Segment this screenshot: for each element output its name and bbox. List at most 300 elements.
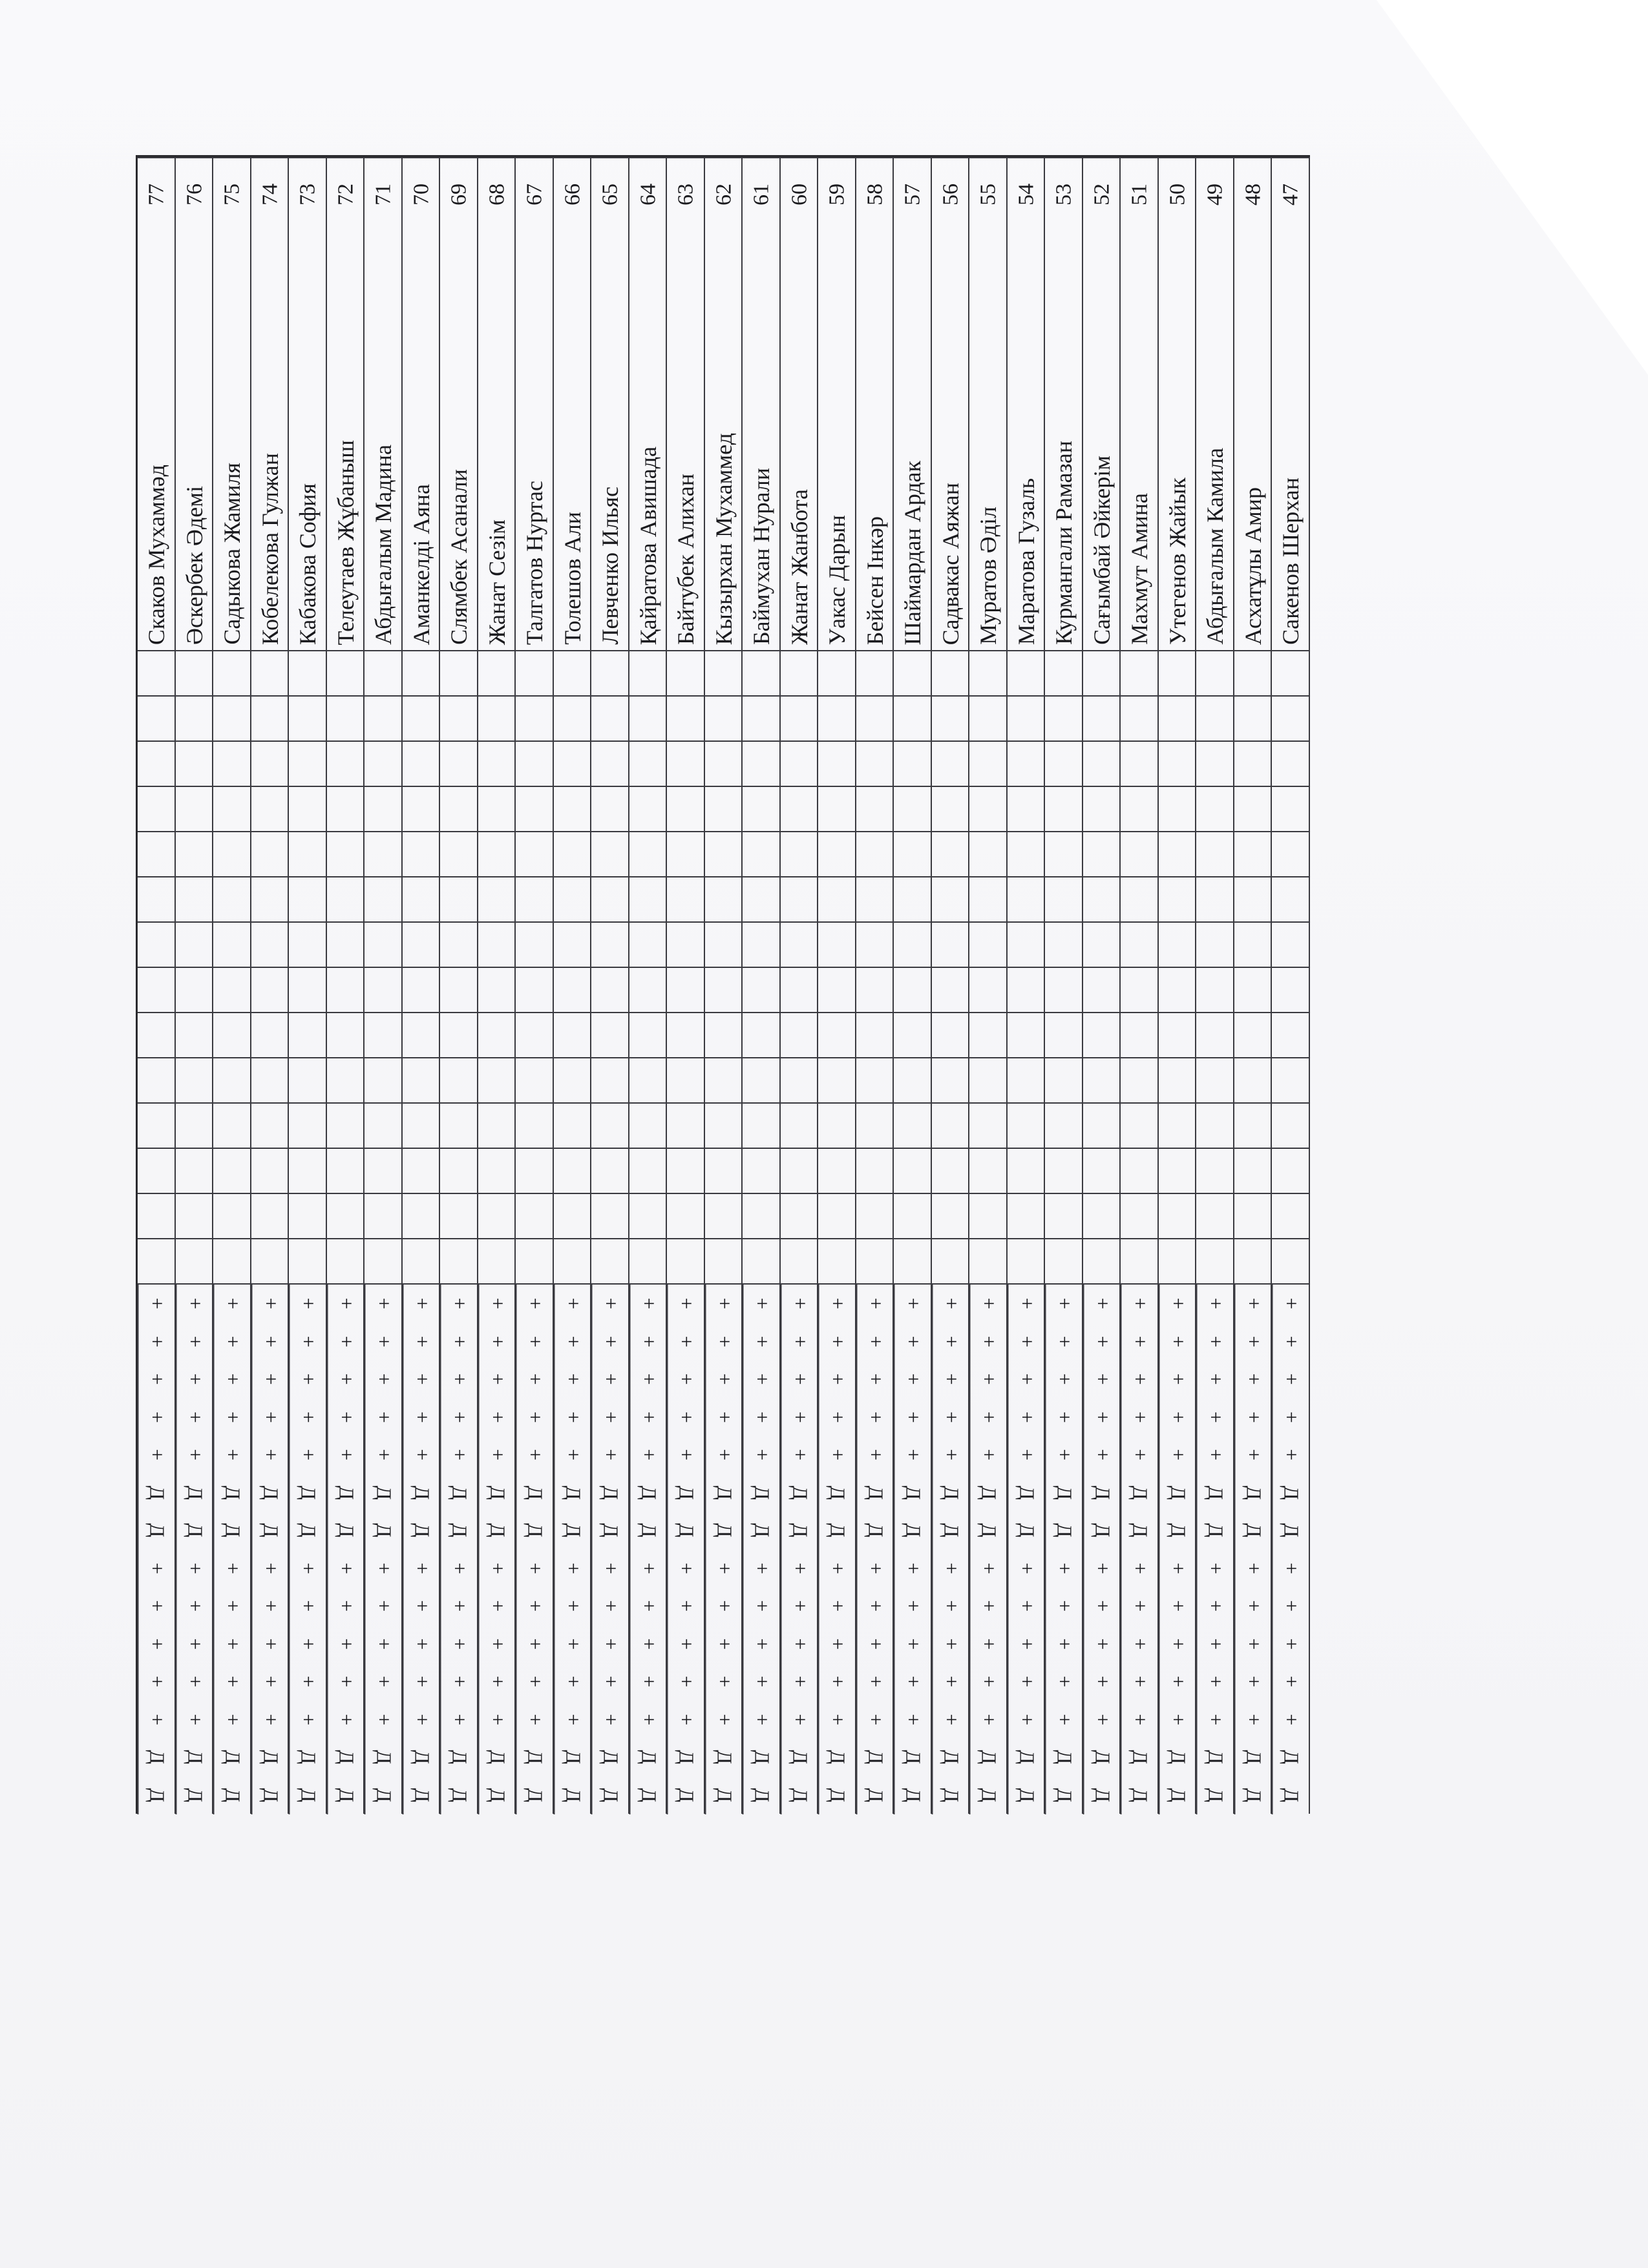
empty-cell [781,968,819,1013]
mark-cell: + [1196,1625,1234,1663]
empty-cell [781,1104,819,1149]
empty-cell [969,651,1008,697]
mark-cell: Д [213,1474,251,1512]
mark-cell: + [969,1701,1008,1739]
mark-cell: + [1159,1587,1197,1625]
name-cell [364,231,403,651]
mark-cell: + [364,1436,403,1474]
empty-cell [1121,1058,1159,1104]
mark-cell: + [1121,1398,1159,1436]
mark-cell: Д [327,1474,365,1512]
empty-cell [629,1058,668,1104]
empty-cell [213,1058,251,1104]
name-cell [629,231,668,651]
name-cell [251,231,290,651]
mark-cell: + [818,1360,856,1398]
mark-cell: Д [364,1474,403,1512]
mark-cell: + [1083,1663,1121,1701]
mark-cell: + [289,1398,327,1436]
empty-cell [629,1104,668,1149]
empty-cell [327,877,365,923]
mark-cell: + [1234,1436,1273,1474]
torn-corner [1377,0,1648,375]
mark-cell: + [591,1436,629,1474]
mark-cell: Д [591,1474,629,1512]
student-name: Жанат Жанбота [786,489,812,645]
empty-cell [516,832,554,877]
empty-cell [1008,1104,1046,1149]
mark-cell: + [138,1701,176,1739]
mark-cell: + [629,1549,668,1588]
empty-cell [403,877,441,923]
empty-cell [1008,832,1046,877]
empty-cell [1159,697,1197,742]
empty-cell [591,1239,629,1285]
empty-cell [440,923,478,968]
mark-cell: + [1272,1285,1310,1323]
empty-cell [629,923,668,968]
empty-cell [667,787,705,832]
mark-cell: + [894,1701,932,1739]
mark-cell: + [781,1285,819,1323]
empty-cell [440,1149,478,1194]
mark-cell: + [969,1436,1008,1474]
empty-cell [969,1013,1008,1058]
empty-cell [591,1058,629,1104]
empty-cell [138,832,176,877]
mark-cell: + [213,1398,251,1436]
mark-cell: + [1008,1360,1046,1398]
mark-cell: + [289,1701,327,1739]
empty-cell [176,1013,214,1058]
empty-cell [1159,1239,1197,1285]
empty-cell [591,651,629,697]
empty-cell [743,832,781,877]
empty-cell [516,651,554,697]
empty-cell [894,1104,932,1149]
name-cell [743,231,781,651]
empty-cell [969,877,1008,923]
mark-cell: Д [176,1511,214,1549]
name-cell [932,231,970,651]
mark-cell: Д [856,1738,894,1776]
name-cell [440,231,478,651]
mark-cell: + [213,1663,251,1701]
mark-cell: + [440,1549,478,1588]
student-name: Баймухан Нурали [748,468,775,645]
mark-cell: Д [327,1511,365,1549]
mark-cell: Д [251,1738,290,1776]
empty-cell [629,968,668,1013]
mark-cell: Д [818,1738,856,1776]
row-number: 77 [138,157,176,231]
mark-cell: + [591,1398,629,1436]
mark-cell: + [591,1663,629,1701]
mark-cell: + [629,1701,668,1739]
mark-cell: + [856,1398,894,1436]
mark-cell: + [1196,1285,1234,1323]
empty-cell [213,787,251,832]
mark-cell: Д [403,1738,441,1776]
empty-cell [440,832,478,877]
empty-cell [818,1239,856,1285]
empty-cell [289,1194,327,1239]
mark-cell: + [213,1360,251,1398]
mark-cell: Д [1272,1474,1310,1512]
mark-cell: + [894,1323,932,1361]
mark-cell: + [554,1398,592,1436]
mark-cell: + [478,1436,516,1474]
empty-cell [176,1239,214,1285]
empty-cell [743,1013,781,1058]
mark-cell: Д [1196,1474,1234,1512]
empty-cell [176,697,214,742]
empty-cell [1083,787,1121,832]
mark-cell: + [1272,1398,1310,1436]
row-number: 71 [364,157,403,231]
empty-cell [554,1104,592,1149]
empty-cell [667,1149,705,1194]
empty-cell [1083,832,1121,877]
student-name: Сакенов Шерхан [1278,478,1304,645]
mark-cell: + [667,1436,705,1474]
mark-cell: + [327,1360,365,1398]
mark-cell: + [1083,1323,1121,1361]
empty-cell [781,1013,819,1058]
empty-cell [176,1104,214,1149]
empty-cell [1083,1013,1121,1058]
empty-cell [969,832,1008,877]
mark-cell: + [591,1625,629,1663]
mark-cell: Д [932,1511,970,1549]
empty-cell [969,1149,1008,1194]
mark-cell: + [213,1549,251,1588]
student-name: Әскербек Әдемі [181,486,207,645]
empty-cell [1045,1239,1083,1285]
table-row [1045,157,1083,1814]
empty-cell [213,1104,251,1149]
empty-cell [1045,742,1083,787]
mark-cell: + [1121,1436,1159,1474]
mark-cell: + [705,1398,743,1436]
empty-cell [251,787,290,832]
student-name: Уакас Дарын [824,514,850,645]
student-name: Байтубек Алихан [673,473,699,645]
mark-cell: Д [856,1776,894,1814]
table-row [138,157,176,1814]
mark-cell: + [478,1398,516,1436]
empty-cell [1272,787,1310,832]
empty-cell [478,1058,516,1104]
empty-cell [1196,923,1234,968]
mark-cell: + [1083,1436,1121,1474]
empty-cell [138,651,176,697]
empty-cell [894,1013,932,1058]
mark-cell: + [1045,1625,1083,1663]
mark-cell: + [818,1285,856,1323]
empty-cell [1272,877,1310,923]
mark-cell: + [1196,1436,1234,1474]
mark-cell: + [705,1436,743,1474]
mark-cell: + [1234,1398,1273,1436]
empty-cell [705,1013,743,1058]
mark-cell: + [1159,1625,1197,1663]
mark-cell: + [1159,1360,1197,1398]
attendance-table [136,155,1310,1814]
table-row [932,157,970,1814]
empty-cell [1121,1013,1159,1058]
mark-cell: + [969,1549,1008,1588]
mark-cell: + [705,1323,743,1361]
empty-cell [667,1104,705,1149]
mark-cell: + [743,1625,781,1663]
mark-cell: Д [478,1474,516,1512]
row-number: 52 [1083,157,1121,231]
mark-cell: + [1083,1398,1121,1436]
student-name: Асхатұлы Амир [1240,487,1266,645]
empty-cell [969,1104,1008,1149]
mark-cell: + [969,1625,1008,1663]
empty-cell [327,651,365,697]
empty-cell [591,697,629,742]
name-cell [705,231,743,651]
mark-cell: Д [554,1738,592,1776]
mark-cell: Д [818,1511,856,1549]
empty-cell [554,651,592,697]
empty-cell [781,697,819,742]
row-number: 49 [1196,157,1234,231]
name-cell [138,231,176,651]
mark-cell: + [894,1663,932,1701]
mark-cell: + [364,1549,403,1588]
mark-cell: + [1159,1549,1197,1588]
empty-cell [1008,742,1046,787]
mark-cell: + [818,1625,856,1663]
empty-cell [1045,1194,1083,1239]
mark-cell: + [516,1436,554,1474]
empty-cell [856,742,894,787]
mark-cell: + [932,1701,970,1739]
empty-cell [894,1239,932,1285]
mark-cell: + [251,1549,290,1588]
mark-cell: Д [289,1474,327,1512]
empty-cell [403,923,441,968]
student-name: Аманкелді Аяна [408,483,434,645]
mark-cell: + [629,1360,668,1398]
mark-cell: + [478,1625,516,1663]
empty-cell [554,1058,592,1104]
empty-cell [1196,1013,1234,1058]
empty-cell [327,1149,365,1194]
mark-cell: + [138,1436,176,1474]
empty-cell [969,697,1008,742]
empty-cell [403,742,441,787]
empty-cell [1121,1239,1159,1285]
student-name: Қайратова Авишада [635,446,661,645]
empty-cell [743,787,781,832]
empty-cell [1234,651,1273,697]
name-cell [1045,231,1083,651]
mark-cell: + [478,1701,516,1739]
empty-cell [251,877,290,923]
mark-cell: + [403,1323,441,1361]
empty-cell [1008,697,1046,742]
empty-cell [440,1013,478,1058]
empty-cell [1008,787,1046,832]
name-cell [176,231,214,651]
mark-cell: + [1008,1701,1046,1739]
empty-cell [818,923,856,968]
table-row [1121,157,1159,1814]
mark-cell: + [289,1587,327,1625]
empty-cell [667,1013,705,1058]
mark-cell: + [1196,1323,1234,1361]
empty-cell [818,697,856,742]
mark-cell: + [327,1436,365,1474]
empty-cell [1121,697,1159,742]
empty-cell [364,742,403,787]
mark-cell: Д [1121,1511,1159,1549]
table-row [1196,157,1234,1814]
empty-cell [1159,877,1197,923]
empty-cell [969,923,1008,968]
mark-cell: + [403,1398,441,1436]
empty-cell [1234,787,1273,832]
empty-cell [743,1194,781,1239]
mark-cell: + [856,1360,894,1398]
mark-cell: + [1121,1701,1159,1739]
empty-cell [251,651,290,697]
empty-cell [1083,1194,1121,1239]
empty-cell [667,968,705,1013]
mark-cell: + [818,1587,856,1625]
empty-cell [364,1149,403,1194]
mark-cell: + [781,1701,819,1739]
row-number: 62 [705,157,743,231]
empty-cell [1121,1149,1159,1194]
mark-cell: + [1234,1701,1273,1739]
row-number: 48 [1234,157,1273,231]
empty-cell [289,1104,327,1149]
mark-cell: Д [1121,1474,1159,1512]
empty-cell [327,1058,365,1104]
name-cell [403,231,441,651]
mark-cell: Д [667,1738,705,1776]
empty-cell [1234,968,1273,1013]
mark-cell: + [440,1663,478,1701]
empty-cell [1083,742,1121,787]
mark-cell: Д [516,1474,554,1512]
empty-cell [554,877,592,923]
row-number: 57 [894,157,932,231]
mark-cell: Д [667,1474,705,1512]
mark-cell: + [743,1285,781,1323]
mark-cell: + [818,1663,856,1701]
mark-cell: + [894,1360,932,1398]
empty-cell [327,832,365,877]
empty-cell [516,1149,554,1194]
mark-cell: + [554,1587,592,1625]
empty-cell [856,787,894,832]
mark-cell: Д [213,1511,251,1549]
empty-cell [1234,697,1273,742]
empty-cell [1121,787,1159,832]
empty-cell [364,697,403,742]
mark-cell: + [932,1549,970,1588]
empty-cell [289,651,327,697]
row-number: 56 [932,157,970,231]
mark-cell: + [440,1398,478,1436]
student-name: Утегенов Жайык [1164,477,1190,645]
mark-cell: + [932,1625,970,1663]
mark-cell: + [364,1701,403,1739]
empty-cell [138,877,176,923]
empty-cell [213,1239,251,1285]
empty-cell [364,968,403,1013]
empty-cell [327,1239,365,1285]
empty-cell [1045,1104,1083,1149]
empty-cell [1234,1239,1273,1285]
empty-cell [856,1058,894,1104]
student-name: Абдығалым Камила [1202,448,1229,645]
mark-cell: + [969,1323,1008,1361]
empty-cell [743,1058,781,1104]
empty-cell [629,877,668,923]
mark-cell: + [440,1360,478,1398]
empty-cell [1159,742,1197,787]
mark-cell: Д [478,1738,516,1776]
mark-cell: + [403,1436,441,1474]
empty-cell [364,1194,403,1239]
empty-cell [176,923,214,968]
empty-cell [932,1013,970,1058]
mark-cell: Д [440,1776,478,1814]
empty-cell [969,1194,1008,1239]
empty-cell [629,832,668,877]
empty-cell [478,1104,516,1149]
name-cell [1159,231,1197,651]
mark-cell: Д [1196,1511,1234,1549]
mark-cell: + [327,1663,365,1701]
empty-cell [327,1194,365,1239]
empty-cell [743,697,781,742]
empty-cell [554,787,592,832]
empty-cell [1234,1013,1273,1058]
mark-cell: + [781,1436,819,1474]
mark-cell: + [781,1663,819,1701]
name-cell [516,231,554,651]
empty-cell [1272,1013,1310,1058]
empty-cell [781,1239,819,1285]
empty-cell [478,697,516,742]
empty-cell [251,1058,290,1104]
table-row [743,157,781,1814]
empty-cell [1008,651,1046,697]
mark-cell: + [818,1323,856,1361]
mark-cell: + [327,1625,365,1663]
empty-cell [1272,651,1310,697]
empty-cell [629,1194,668,1239]
mark-cell: Д [894,1474,932,1512]
empty-cell [1121,968,1159,1013]
name-cell [1121,231,1159,651]
empty-cell [554,1194,592,1239]
empty-cell [289,697,327,742]
empty-cell [818,1149,856,1194]
mark-cell: + [1234,1587,1273,1625]
empty-cell [403,787,441,832]
empty-cell [705,968,743,1013]
